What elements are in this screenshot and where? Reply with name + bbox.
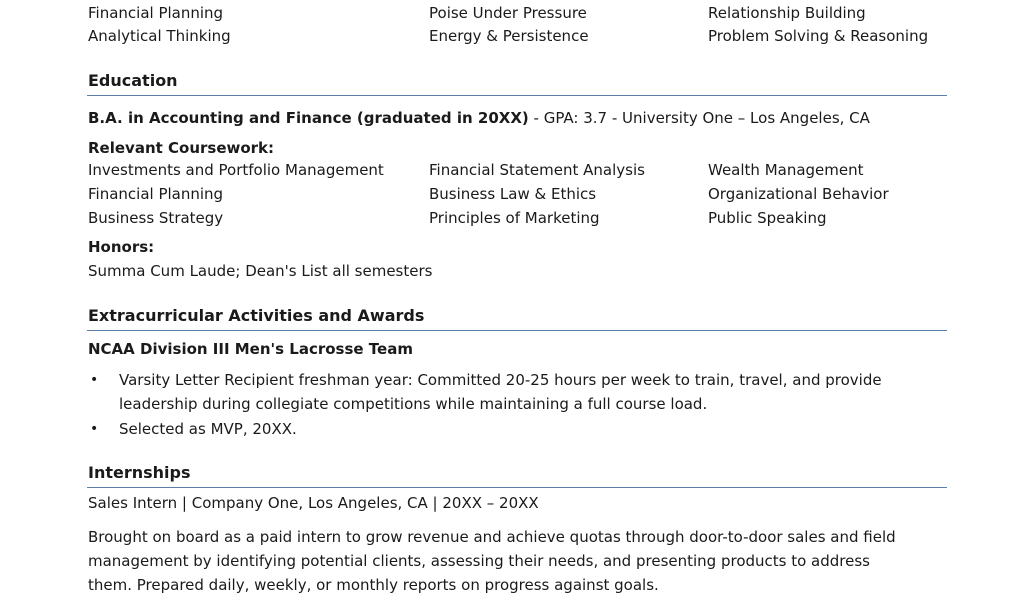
team-title: NCAA Division III Men's Lacrosse Team — [88, 340, 413, 358]
degree-title: B.A. in Accounting and Finance (graduated in 20XX) — [88, 109, 529, 127]
skill-item: Relationship Building — [708, 4, 866, 22]
course-item: Business Strategy — [88, 209, 224, 227]
education-divider — [87, 95, 947, 96]
skill-item: Financial Planning — [88, 4, 224, 22]
degree-details: - GPA: 3.7 - University One – Los Angeles, CA — [528, 109, 870, 127]
course-item: Financial Planning — [88, 185, 224, 203]
honors-text: Summa Cum Laude; Dean's List all semesters — [88, 262, 433, 280]
skill-item: Problem Solving & Reasoning — [708, 27, 929, 45]
course-item: Investments and Portfolio Management — [88, 161, 384, 179]
honors-label: Honors: — [88, 238, 155, 256]
course-item: Wealth Management — [708, 161, 864, 179]
education-heading: Education — [88, 71, 178, 90]
bullet-icon: • — [90, 421, 99, 437]
internships-divider — [87, 487, 947, 488]
skill-item: Energy & Persistence — [429, 27, 589, 45]
coursework-label: Relevant Coursework: — [88, 139, 275, 157]
extracurricular-heading: Extracurricular Activities and Awards — [88, 306, 425, 325]
internship-position: Sales Intern | Company One, Los Angeles, CA | 20XX – 20XX — [88, 494, 539, 512]
bullet-item: Varsity Letter Recipient freshman year: Committed 20-25 hours per week to train, travel, and provide leadership during collegiate competitions while maintaining a full course load. — [119, 371, 882, 413]
bullet-icon: • — [90, 372, 99, 388]
extracurricular-divider — [87, 330, 947, 331]
course-item: Public Speaking — [708, 209, 827, 227]
skill-item: Analytical Thinking — [88, 27, 231, 45]
internships-heading: Internships — [88, 463, 191, 482]
degree-line — [88, 108, 870, 128]
course-item: Business Law & Ethics — [429, 185, 597, 203]
skill-item: Poise Under Pressure — [429, 4, 587, 22]
bullet-item: Selected as MVP, 20XX. — [119, 420, 297, 438]
internship-description: Brought on board as a paid intern to grow revenue and achieve quotas through door-to-door sales and field management by identifying potential clients, assessing their needs, and presenting products to address them. Prepared daily, weekly, or monthly reports on progress against goals. — [88, 528, 896, 594]
course-item: Organizational Behavior — [708, 185, 889, 203]
course-item: Principles of Marketing — [429, 209, 600, 227]
course-item: Financial Statement Analysis — [429, 161, 645, 179]
